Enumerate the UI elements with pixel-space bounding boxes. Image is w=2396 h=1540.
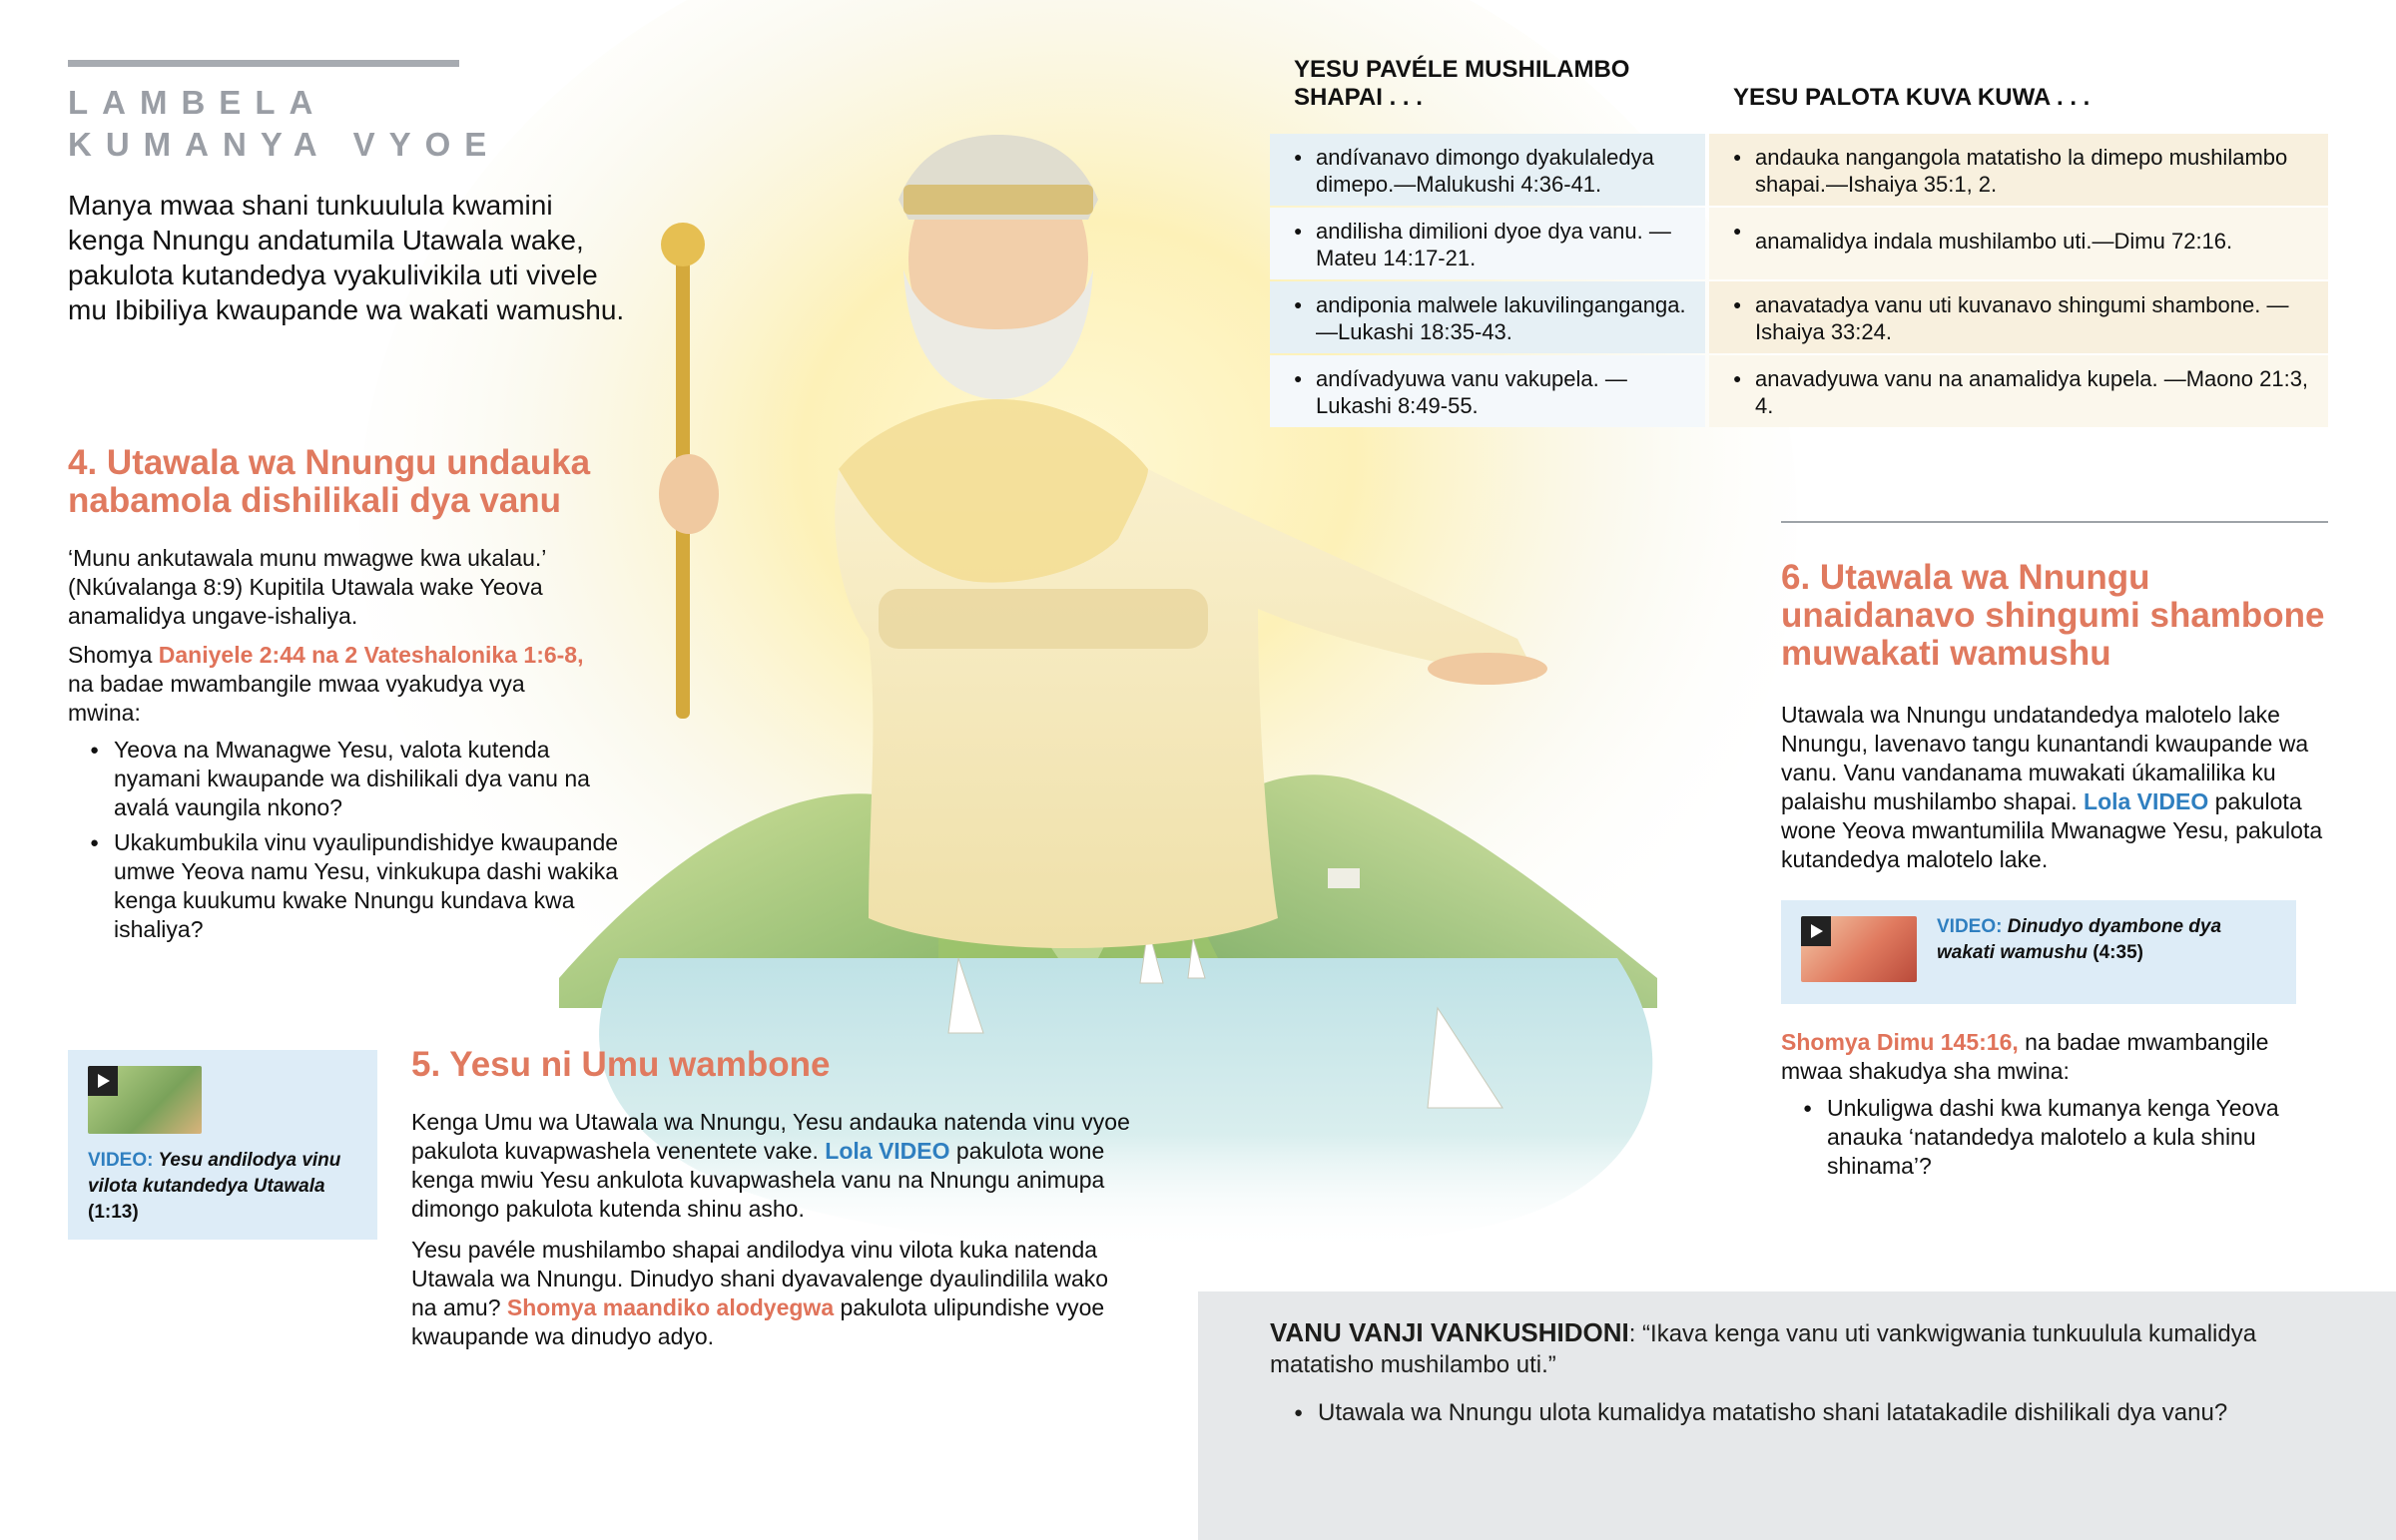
video-label-1 — [88, 1148, 357, 1226]
video-duration-1: (1:13) — [88, 1202, 139, 1223]
objection-text — [1270, 1317, 2268, 1380]
table-header-past: YESU PAVÉLE MUSHILAMBO SHAPAI . . . — [1294, 56, 1630, 111]
video-thumbnail-1[interactable] — [88, 1066, 202, 1134]
section-5-heading: 5. Yesu ni Umu wambone — [411, 1045, 831, 1084]
section-6-read — [1781, 1028, 2330, 1181]
table-cell-past: ● andívanavo dimongo dyakulaledya dimepo.—Malukushi 4:36-41. — [1270, 134, 1705, 206]
question-item: ● Yeova na Mwanagwe Yesu, valota kutenda nyamani kwaupande wa dishilikali dya vanu na avalá vaungila nkono? — [90, 736, 629, 822]
section-4-quote: ‘Munu ankutawala munu mwagwe kwa ukalau.’ (Nkúvalanga 8:9) Kupitila Utawala wake Yeova anamalidya ungave-ishaliya. — [68, 545, 546, 629]
scripture-link-maandiko[interactable]: Shomya maandiko alodyegwa — [506, 1294, 835, 1320]
section-5-body — [411, 1108, 1140, 1351]
question-item: ● Ukakumbukila vinu vyaulipundishidye kwaupande umwe Yeova namu Yesu, vinkukupa dashi wakika kenga kuukumu kwake Nnungu kundava kwa ishaliya? — [90, 828, 629, 944]
video-duration-2: (4:35) — [2093, 942, 2143, 963]
read-suffix: na badae mwambangile mwaa vyakudya vya mwina: — [68, 671, 525, 726]
table-cell-future: ● anavadyuwa vanu na anamalidya kupela. —Maono 21:3, 4. — [1709, 355, 2328, 427]
video-title-2[interactable]: Dinudyo dyambone dya wakati wamushu — [1937, 916, 2222, 963]
s6-text-before: Utawala wa Nnungu undatandedya malotelo lake Nnungu, lavenavo tangu kunantandi kwaupande wa vanu. Vanu vandanama muwakati úkamalilika ku palaishu mushilambo shapai. — [1781, 702, 2309, 814]
section-6-rule — [1781, 521, 2328, 523]
play-icon[interactable] — [88, 1066, 118, 1096]
section-kicker — [68, 82, 500, 166]
lola-video-link-2[interactable]: Lola VIDEO — [2084, 788, 2209, 814]
section-4-read — [68, 641, 587, 728]
scripture-link-dimu[interactable]: Shomya Dimu 145:16, — [1781, 1029, 2019, 1055]
kicker-line-2: KUMANYA VYOE — [68, 126, 501, 163]
video-label-2 — [1937, 914, 2276, 966]
section-6-heading: 6. Utawala wa Nnungu unaidanavo shingumi shambone muwakati wamushu — [1781, 558, 2325, 673]
play-icon[interactable] — [1801, 916, 1831, 946]
p2-text-after: pakulota ulipundishe vyoe kwaupande wa dinudyo adyo. — [411, 1294, 1105, 1349]
kicker-line-1: LAMBELA — [68, 84, 327, 121]
section-6-questions — [1803, 1094, 2322, 1181]
table-header-future: YESU PALOTA KUVA KUWA . . . — [1733, 84, 2091, 111]
s6-read-suffix: na badae mwambangile mwaa shakudya sha mwina: — [1781, 1029, 2269, 1084]
section-4-heading: 4. Utawala wa Nnungu undauka nabamola dishilikali dya vanu — [68, 443, 591, 520]
p1-text-after: pakulota wone kenga mwiu Yesu ankulota kuvapwashela vanu na Nnungu animupa dimongo pakulota kutenda shinu asho. — [411, 1138, 1105, 1222]
section-5-paragraph-2 — [411, 1236, 1140, 1351]
lola-video-link[interactable]: Lola VIDEO — [825, 1138, 950, 1164]
section-4-questions — [90, 736, 629, 944]
section-6-paragraph — [1781, 701, 2330, 874]
top-rule — [68, 60, 459, 67]
objection-label: VANU VANJI VANKUSHIDONI — [1270, 1317, 1629, 1347]
question-item: ● Utawala wa Nnungu ulota kumalidya matatisho shani latatakadile dishilikali dya vanu? — [1294, 1397, 2292, 1428]
section-4-body — [68, 544, 619, 944]
video-thumbnail-2[interactable] — [1801, 916, 1917, 982]
intro-text: Manya mwaa shani tunkuulula kwamini kenga Nnungu andatumila Utawala wake, pakulota kutandedya vyakulivikila uti vivele mu Ibibiliya kwaupande wa wakati wamushu. — [68, 190, 625, 325]
table-cell-future: ● andauka nangangola matatisho la dimepo mushilambo shapai.—Ishaiya 35:1, 2. — [1709, 134, 2328, 206]
s6-text-after: pakulota wone Yeova mwantumilila Mwanagwe Yesu, pakulota kutandedya malotelo lake. — [1781, 788, 2323, 872]
video-title-1[interactable]: Yesu andilodya vinu vilota kutandedya Utawala — [88, 1150, 341, 1197]
section-5-paragraph-1 — [411, 1108, 1140, 1224]
table-cell-past: ● andívadyuwa vanu vakupela. —Lukashi 8:49-55. — [1270, 355, 1705, 427]
video-prefix: VIDEO: — [88, 1150, 154, 1171]
question-item: ● Unkuligwa dashi kwa kumanya kenga Yeova anauka ‘natandedya malotelo a kula shinu shinama’? — [1803, 1094, 2322, 1181]
table-cell-past: ● andilisha dimilioni dyoe dya vanu. —Mateu 14:17-21. — [1270, 208, 1705, 279]
read-prefix: Shomya — [68, 642, 159, 668]
table-cell-past: ● andiponia malwele lakuvilinganganga. —Lukashi 18:35-43. — [1270, 281, 1705, 353]
video-prefix: VIDEO: — [1937, 916, 2003, 937]
p1-text-before: Kenga Umu wa Utawala wa Nnungu, Yesu andauka natenda vinu vyoe pakulota kuvapwashela venentete vake. — [411, 1109, 1130, 1164]
section-6-body — [1781, 701, 2330, 874]
p2-text-before: Yesu pavéle mushilambo shapai andilodya vinu vilota kuka natenda Utawala wa Nnungu. Dinudyo shani dyavavalenge dyaulindilila wako na amu? — [411, 1237, 1109, 1320]
scripture-link-daniyele[interactable]: Daniyele 2:44 na 2 Vateshalonika 1:6-8, — [158, 642, 584, 668]
video-box-1[interactable] — [68, 1050, 377, 1240]
objection-box — [1198, 1291, 2396, 1540]
section-6-read-line — [1781, 1028, 2330, 1086]
table-cell-future: ● anamalidya indala mushilambo uti.—Dimu 72:16. — [1709, 208, 2328, 279]
objection-questions — [1294, 1391, 2292, 1428]
video-box-2[interactable] — [1781, 900, 2296, 1004]
objection-quote: : “Ikava kenga vanu uti vankwigwania tunkuulula kumalidya matatisho mushilambo uti.” — [1270, 1320, 2257, 1378]
table-cell-future: ● anavatadya vanu uti kuvanavo shingumi shambone. —Ishaiya 33:24. — [1709, 281, 2328, 353]
